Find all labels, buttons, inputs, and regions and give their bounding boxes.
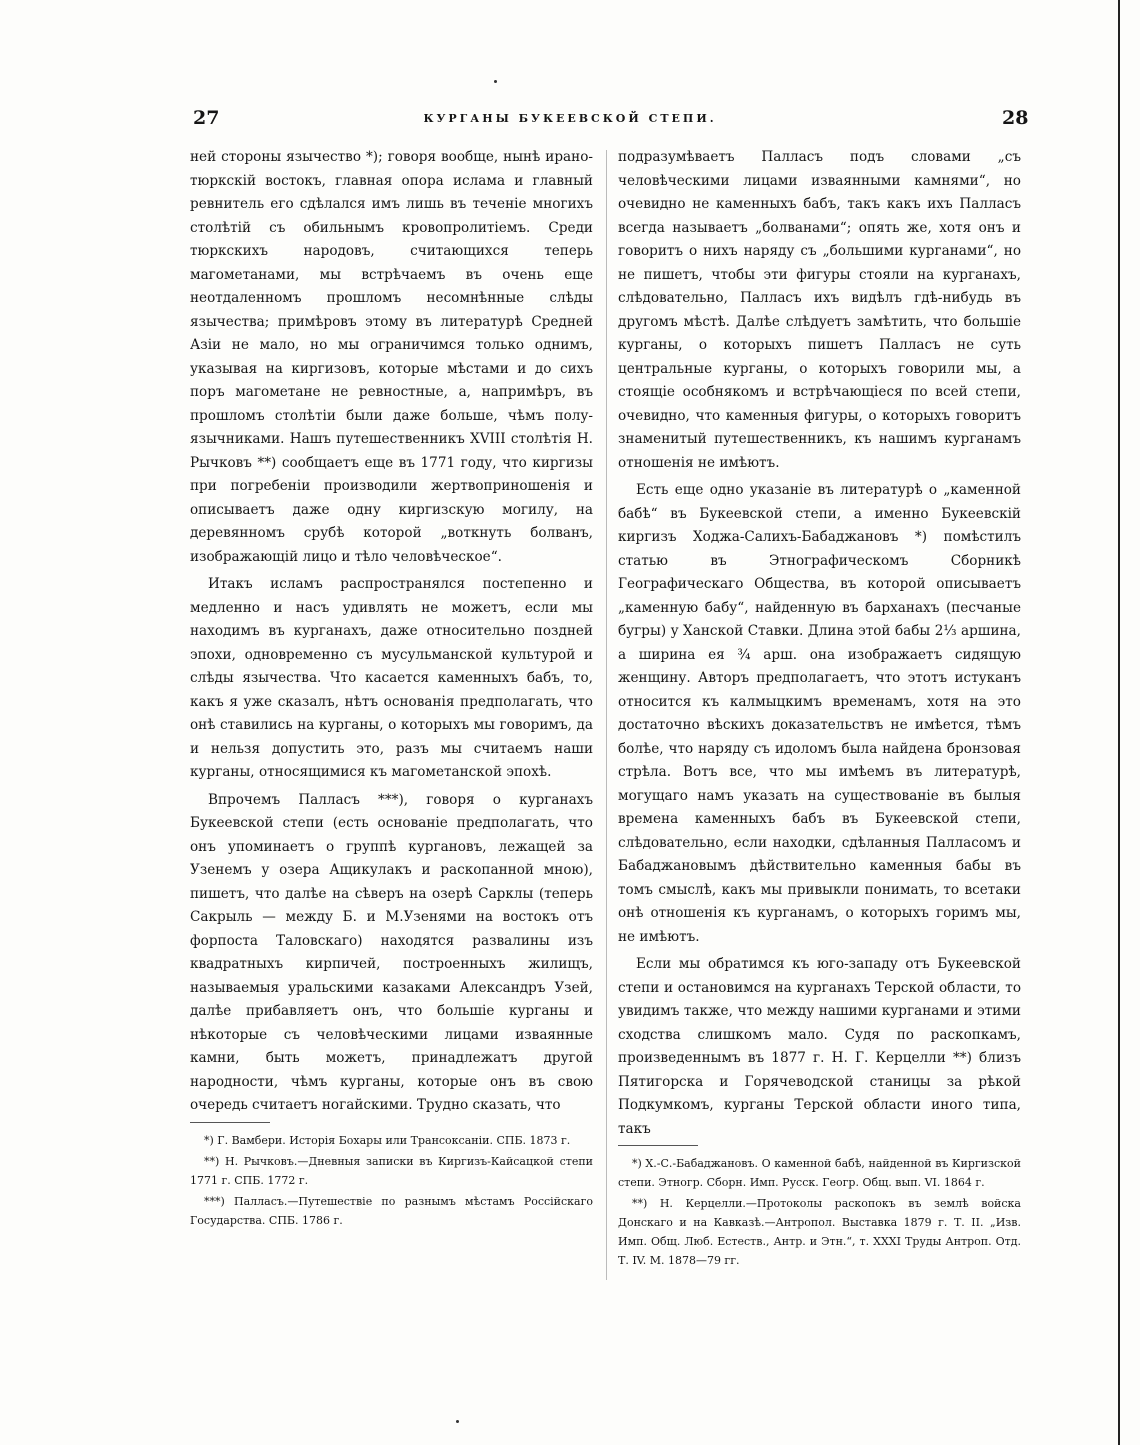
- speck: [494, 80, 497, 83]
- paragraph: Есть еще одно указаніе въ литературѣ о „каменной бабѣ“ въ Букеевской степи, а именно Букеевскій киргизъ Ходжа-Салихъ-Бабаджановъ *) помѣстилъ статью въ Этнографическомъ Сборникѣ Географическаго Общества, въ которой описываетъ „каменную бабу“, найденную въ барханахъ (песчаные бугры) у Ханской Ставки. Длина этой бабы 2⅓ аршина, а ширина ея ¾ арш. она изображаетъ сидящую женщину. Авторъ предполагаетъ, что этотъ истуканъ относится къ калмыцкимъ временамъ, хотя на это достаточно вѣскихъ доказательствъ не имѣется, тѣмъ болѣе, что наряду съ идоломъ была найдена бронзовая стрѣла. Вотъ все, что мы имѣемъ въ литературѣ, могущаго намъ указать на существованіе въ былыя времена каменныхъ бабъ въ Букеевской степи, слѣдовательно, если находки, сдѣланныя Палласомъ и Бабаджановымъ дѣйствительно каменныя бабы въ томъ смыслѣ, какъ мы привыкли понимать, то всетаки онѣ отношенія къ курганамъ, о которыхъ горимъ мы, не имѣютъ.: [618, 482, 1021, 945]
- page-number-left: 27: [193, 107, 220, 129]
- footnote: *) Г. Вамбери. Исторія Бохары или Трансоксаніи. СПБ. 1873 г.: [204, 1133, 571, 1147]
- running-head: КУРГАНЫ БУКЕЕВСКОЙ СТЕПИ.: [423, 112, 717, 125]
- footnote: *) Х.-С.-Бабаджановъ. О каменной бабѣ, найденной въ Киргизской степи. Этногр. Сборн. Имп. Русск. Геогр. Общ. вып. VI. 1864 г.: [618, 1157, 1021, 1189]
- page-edge-shadow: [1118, 0, 1120, 1445]
- footnotes: [618, 1154, 1021, 1270]
- footnote: ***) Палласъ.—Путешествіе по разнымъ мѣстамъ Россійскаго Государства. СПБ. 1786 г.: [190, 1194, 593, 1227]
- footnote: **) Н. Керцелли.—Протоколы раскопокъ въ землѣ войска Донскаго и на Кавказѣ.—Антропол. Выставка 1879 г. Т. II. „Изв. Имп. Общ. Люб. Естеств., Антр. и Этн.“, т. XXXI Труды Антроп. Отд. Т. IV. М. 1878—79 гг.: [618, 1197, 1021, 1267]
- paragraph: подразумѣваетъ Палласъ подъ словами „съ человѣческими лицами изваянными камнями“, но очевидно не каменныхъ бабъ, такъ какъ ихъ Палласъ всегда называетъ „болванами“; опять же, хотя онъ и говоритъ о нихъ наряду съ „большими курганами“, но не пишетъ, чтобы эти фигуры стояли на курганахъ, слѣдовательно, Палласъ ихъ видѣлъ гдѣ-нибудь въ другомъ мѣстѣ. Далѣе слѣдуетъ замѣтить, что большіе курганы, о которыхъ пишетъ Палласъ не суть центральные курганы, о которыхъ говорили мы, а стоящіе особнякомъ и встрѣчающіеся по всей степи, очевидно, что каменныя фигуры, о которыхъ говоритъ знаменитый путешественникъ, къ нашимъ курганамъ отношенія не имѣютъ.: [618, 149, 1021, 471]
- footnote-rule: [190, 1122, 270, 1123]
- footnote-rule: [618, 1145, 698, 1146]
- right-column: [618, 146, 1021, 1272]
- paragraph: Итакъ исламъ распространялся постепенно и медленно и насъ удивлять не можетъ, если мы находимъ въ курганахъ, даже относительно поздней эпохи, одновременно съ мусульманской культурой и слѣды язычества. Что касается каменныхъ бабъ, то, какъ я уже сказалъ, нѣтъ основанія предполагать, что онѣ ставились на курганы, о которыхъ мы говоримъ, да и нельзя допустить это, разъ мы считаемъ наши курганы, относящимися къ магометанской эпохѣ.: [190, 576, 593, 780]
- left-column: [190, 146, 593, 1232]
- page-number-right: 28: [1002, 107, 1029, 129]
- paragraph: Если мы обратимся къ юго-западу отъ Букеевской степи и остановимся на курганахъ Терской области, то увидимъ также, что между нашими курганами и этими сходства слишкомъ мало. Судя по раскопкамъ, произведеннымъ въ 1877 г. Н. Г. Керцелли **) близъ Пятигорска и Горячеводской станицы за рѣкой Подкумкомъ, курганы Терской области иного типа, такъ: [618, 956, 1021, 1137]
- footnote: **) Н. Рычковъ.—Дневныя записки въ Киргизъ-Кайсацкой степи 1771 г. СПБ. 1772 г.: [190, 1154, 593, 1187]
- paragraph: Впрочемъ Палласъ ***), говоря о курганахъ Букеевской степи (есть основаніе предполагать, что онъ упоминаетъ о группѣ кургановъ, лежащей за Узенемъ у озера Ащикулакъ и раскопанной мною), пишетъ, что далѣе на сѣверъ на озерѣ Сарклы (теперь Сакрыль — между Б. и М.Узенями на востокъ отъ форпоста Таловскаго) находятся развалины изъ квадратныхъ кирпичей, построенныхъ жилищъ, называемыя уральскими казаками Александръ Узей, далѣе прибавляетъ онъ, что большіе курганы и нѣкоторые съ человѣческими лицами изваянные камни, быть можетъ, принадлежатъ другой народности, чѣмъ курганы, которые онъ въ свою очередь считаетъ ногайскими. Трудно сказать, что: [190, 791, 593, 1113]
- speck: [456, 1420, 459, 1423]
- column-divider: [606, 150, 607, 1280]
- footnotes: [190, 1131, 593, 1230]
- paragraph: ней стороны язычество *); говоря вообще, нынѣ ирано-тюркскій востокъ, главная опора ислама и главный ревнитель его сдѣлался имъ лишь въ теченіе многихъ столѣтій съ обильнымъ кровопролитіемъ. Среди тюркскихъ народовъ, считающихся теперь магометанами, мы встрѣчаемъ въ очень еще неотдаленномъ прошломъ несомнѣнные слѣды язычества; примѣровъ этому въ литературѣ Средней Азіи не мало, но мы ограничимся только однимъ, указывая на киргизовъ, которые мѣстами и до сихъ поръ магометане не ревностные, а, напримѣръ, въ прошломъ столѣтіи были даже больше, чѣмъ полу-язычниками. Нашъ путешественникъ XVIII столѣтія Н. Рычковъ **) сообщаетъ еще въ 1771 году, что киргизы при погребеніи производили жертвоприношенія и описываетъ даже одну киргизскую могилу, на деревянномъ срубѣ которой „воткнуть болванъ, изображающій лицо и тѣло человѣческое“.: [190, 149, 593, 565]
